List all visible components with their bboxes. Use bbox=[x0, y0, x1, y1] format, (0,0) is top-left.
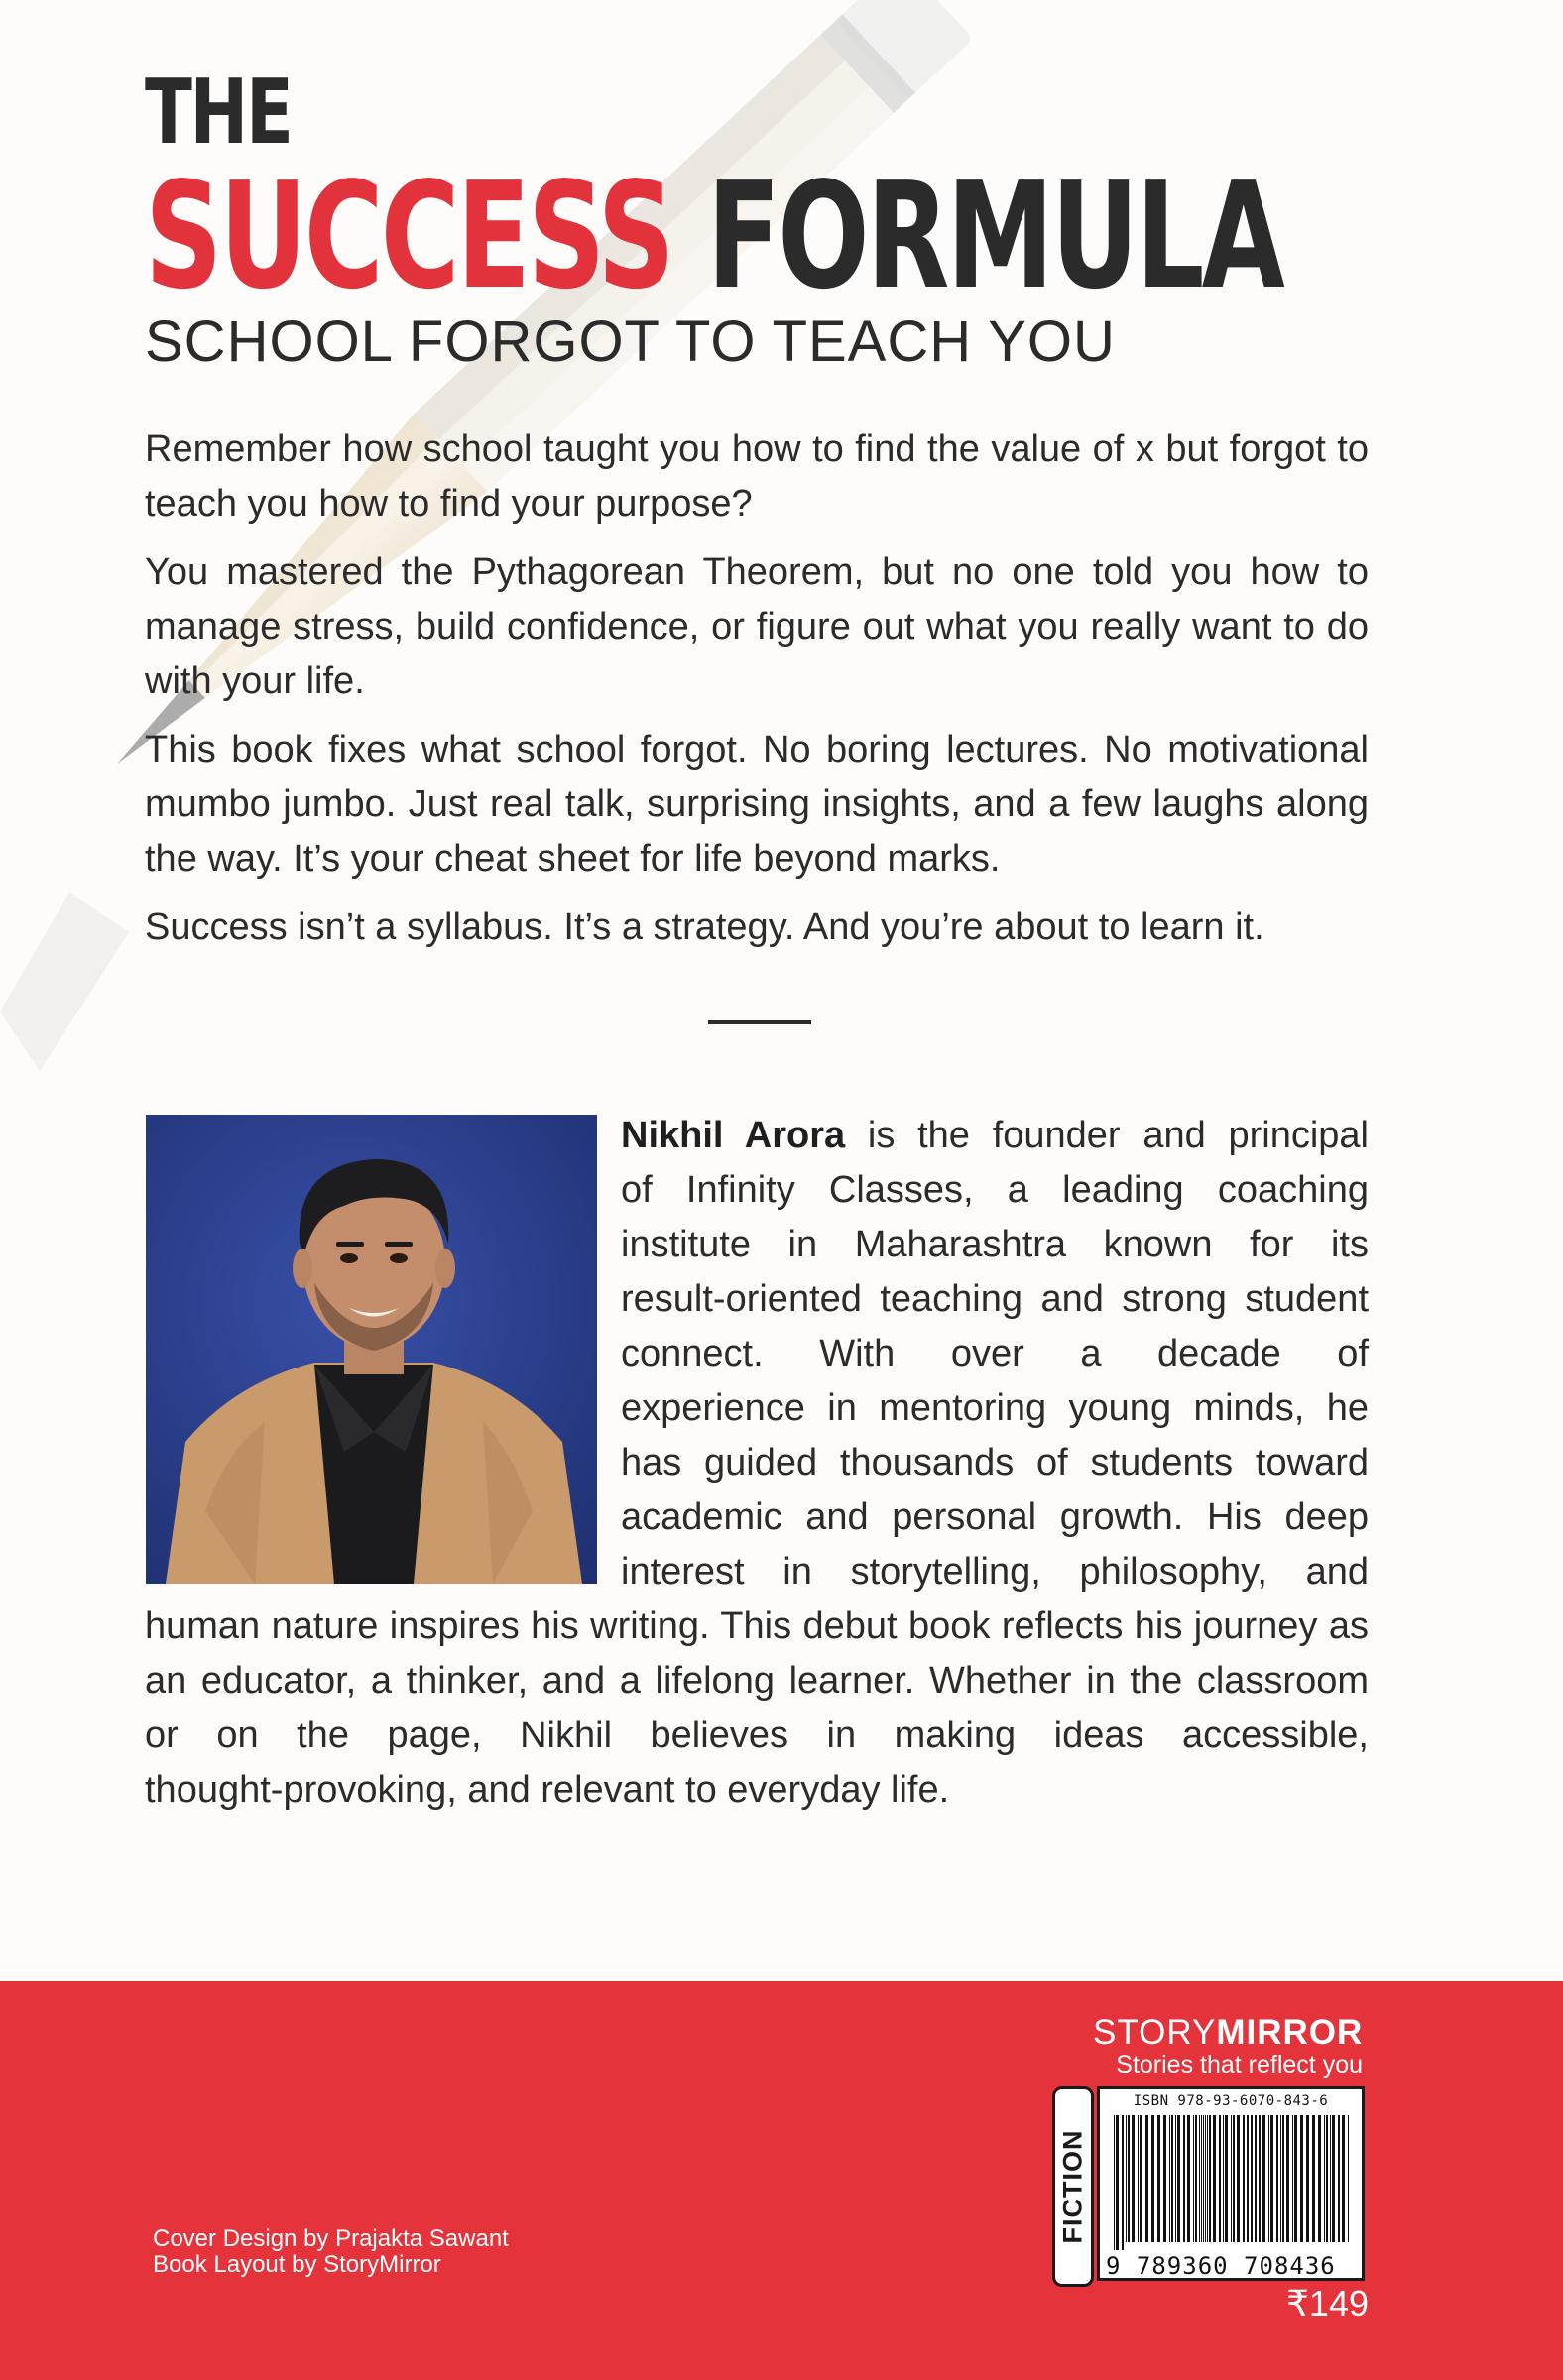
barcode-bar bbox=[1259, 2115, 1261, 2242]
author-bio-bottom bbox=[145, 1600, 1369, 1818]
bio-line: an educator, a thinker, and a lifelong learner. Whether in the classroom bbox=[145, 1660, 1369, 1702]
barcode-bar bbox=[1199, 2115, 1200, 2242]
barcode-bar bbox=[1151, 2115, 1154, 2242]
bio-line: thought-provoking, and relevant to everyday life. bbox=[145, 1769, 950, 1811]
bio-line: academic and personal growth. His deep bbox=[621, 1496, 1369, 1538]
title-main bbox=[145, 151, 1282, 321]
barcode-bar bbox=[1280, 2115, 1281, 2242]
barcode-bar bbox=[1157, 2115, 1160, 2242]
barcode-bar bbox=[1126, 2115, 1127, 2242]
isbn-text: ISBN 978-93-6070-843-6 bbox=[1133, 2093, 1329, 2109]
barcode-bar bbox=[1286, 2115, 1289, 2242]
bio-line: has guided thousands of students toward bbox=[621, 1442, 1369, 1484]
barcode-bar bbox=[1324, 2115, 1325, 2242]
title-formula: FORMULA bbox=[706, 151, 1282, 321]
barcode-bar bbox=[1145, 2115, 1148, 2242]
barcode-bar bbox=[1132, 2115, 1135, 2242]
bio-line: of Infinity Classes, a leading coaching bbox=[621, 1169, 1369, 1211]
barcode-bar bbox=[1116, 2115, 1119, 2250]
title-the: THE bbox=[145, 60, 292, 165]
barcode-bar bbox=[1270, 2115, 1273, 2242]
barcode-bar bbox=[1140, 2115, 1142, 2242]
author-portrait bbox=[146, 1115, 597, 1584]
publisher-logo bbox=[1093, 2013, 1363, 2053]
genre-text: FICTION bbox=[1057, 2129, 1088, 2244]
barcode-bar bbox=[1231, 2115, 1232, 2242]
bio-line: human nature inspires his writing. This debut book reflects his journey as bbox=[145, 1606, 1369, 1647]
barcode-bar bbox=[1209, 2115, 1211, 2242]
barcode-bar bbox=[1207, 2115, 1208, 2242]
price: ₹149 bbox=[1286, 2283, 1369, 2323]
barcode-bar bbox=[1247, 2115, 1249, 2242]
barcode-bar bbox=[1326, 2115, 1328, 2242]
barcode-bar bbox=[1348, 2115, 1349, 2242]
subtitle: SCHOOL FORGOT TO TEACH YOU bbox=[145, 309, 1116, 374]
bio-line: interest in storytelling, philosophy, and bbox=[621, 1551, 1369, 1593]
barcode-bar bbox=[1306, 2115, 1309, 2242]
barcode-bar bbox=[1330, 2115, 1331, 2242]
publisher-tagline: Stories that reflect you bbox=[1116, 2051, 1363, 2079]
barcode-bar bbox=[1332, 2115, 1335, 2242]
barcode-bar bbox=[1138, 2115, 1139, 2242]
blurb-paragraph: You mastered the Pythagorean Theorem, but no one told you how to manage stress, build confidence, or figure out what you really want to do with your life. bbox=[145, 551, 1369, 702]
bio-line: institute in Maharashtra known for its bbox=[621, 1224, 1369, 1265]
barcode-bar bbox=[1122, 2115, 1124, 2250]
barcode-bar bbox=[1312, 2115, 1315, 2242]
author-name: Nikhil Arora bbox=[621, 1115, 846, 1156]
barcode-bar bbox=[1243, 2115, 1245, 2242]
barcode-bar bbox=[1187, 2115, 1190, 2242]
barcode-number: 9 789360 708436 bbox=[1106, 2252, 1336, 2280]
bio-line: experience in mentoring young minds, he bbox=[621, 1387, 1369, 1429]
barcode-bar bbox=[1219, 2115, 1221, 2242]
barcode-bar bbox=[1195, 2115, 1197, 2242]
credits bbox=[153, 2226, 509, 2278]
title-success: SUCCESS bbox=[145, 151, 672, 321]
barcode bbox=[1097, 2086, 1365, 2281]
barcode-bar bbox=[1169, 2115, 1170, 2242]
barcode-bar bbox=[1237, 2115, 1240, 2242]
barcode-bar bbox=[1163, 2115, 1166, 2242]
barcode-bar bbox=[1294, 2115, 1297, 2242]
barcode-bar bbox=[1268, 2115, 1269, 2242]
barcode-bar bbox=[1175, 2115, 1176, 2242]
bio-line: or on the page, Nikhil believes in making ideas accessible, bbox=[145, 1715, 1369, 1756]
genre-label bbox=[1052, 2086, 1094, 2287]
barcode-bar bbox=[1262, 2115, 1265, 2242]
section-divider bbox=[708, 1020, 811, 1024]
barcode-bar bbox=[1223, 2115, 1224, 2242]
blurb-paragraph: Success isn’t a syllabus. It’s a strategy. And you’re about to learn it. bbox=[145, 906, 1264, 948]
barcode-bar bbox=[1183, 2115, 1185, 2242]
barcode-bar bbox=[1193, 2115, 1194, 2242]
cover-design-credit: Cover Design by Prajakta Sawant bbox=[153, 2225, 509, 2252]
author-bio-top bbox=[621, 1109, 1369, 1600]
barcode-bar bbox=[1177, 2115, 1180, 2242]
barcode-bar bbox=[1338, 2115, 1340, 2242]
barcode-bar bbox=[1205, 2115, 1206, 2242]
barcode-bars bbox=[1112, 2115, 1354, 2250]
barcode-bar bbox=[1300, 2115, 1303, 2242]
barcode-bar bbox=[1203, 2115, 1204, 2242]
blurb bbox=[145, 422, 1369, 969]
barcode-bar bbox=[1171, 2115, 1173, 2242]
barcode-bar bbox=[1342, 2115, 1345, 2242]
publisher-name-part2: MIRROR bbox=[1216, 2013, 1364, 2052]
barcode-bar bbox=[1233, 2115, 1235, 2242]
blurb-paragraph: Remember how school taught you how to find the value of x but forgot to teach you how to find your purpose? bbox=[145, 428, 1369, 525]
barcode-bar bbox=[1255, 2115, 1257, 2242]
barcode-bar bbox=[1114, 2115, 1115, 2250]
bio-line: Nikhil Arora is the founder and principal bbox=[621, 1115, 1369, 1156]
barcode-bar bbox=[1213, 2115, 1216, 2242]
bio-line: connect. With over a decade of bbox=[621, 1333, 1369, 1374]
barcode-bar bbox=[1276, 2115, 1278, 2242]
blurb-paragraph: This book fixes what school forgot. No boring lectures. No motivational mumbo jumbo. Just real talk, surprising insights, and a few laughs along the way. It’s your cheat sheet for life beyond marks. bbox=[145, 729, 1369, 880]
barcode-bar bbox=[1318, 2115, 1321, 2242]
barcode-bar bbox=[1282, 2115, 1284, 2242]
barcode-bar bbox=[1225, 2115, 1228, 2242]
barcode-bar bbox=[1251, 2115, 1253, 2242]
publisher-name-part1: STORY bbox=[1093, 2013, 1217, 2052]
barcode-bar bbox=[1201, 2115, 1202, 2242]
barcode-bar bbox=[1128, 2115, 1130, 2242]
barcode-bar bbox=[1292, 2115, 1293, 2242]
bio-line: result-oriented teaching and strong student bbox=[621, 1278, 1369, 1320]
book-layout-credit: Book Layout by StoryMirror bbox=[153, 2251, 441, 2278]
